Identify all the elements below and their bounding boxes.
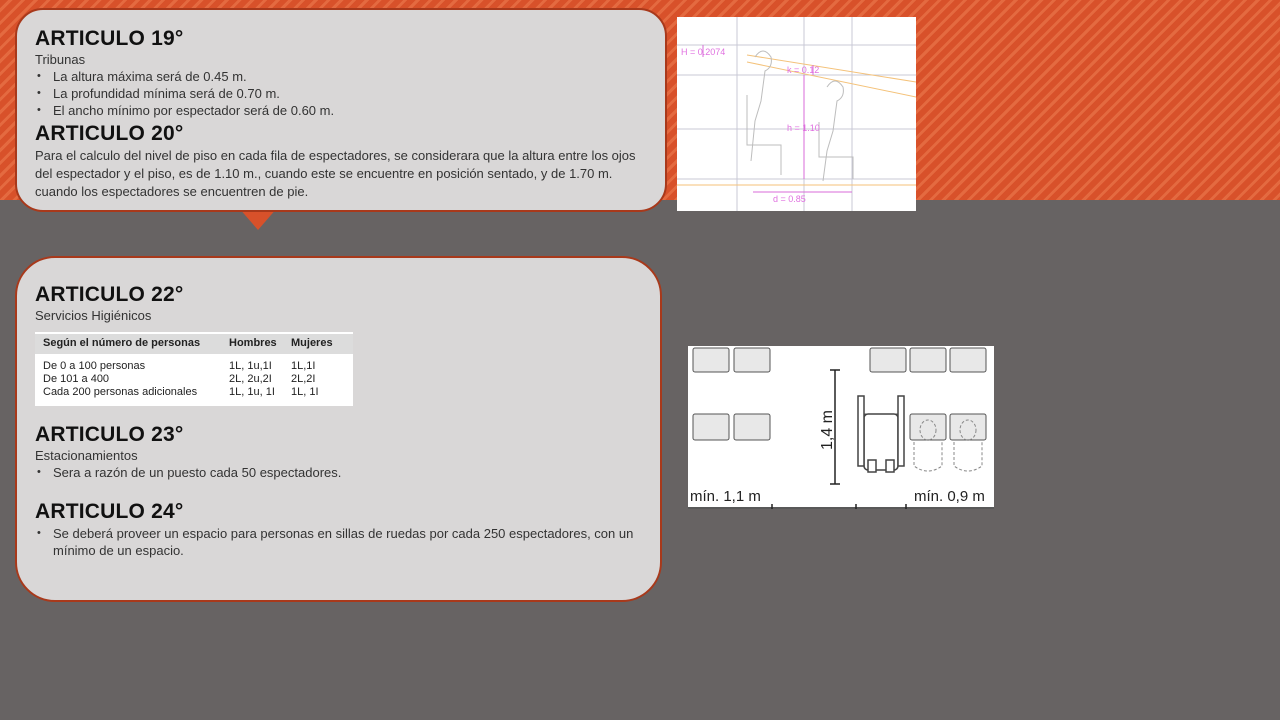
list-item: • Sera a razón de un puesto cada 50 espectadores. [53,464,642,481]
fig1-hh-label: h = 1.10 [787,123,820,133]
art20-text: Para el calculo del nivel de piso en cada fila de espectadores, se considerara que la altura entre los ojos del espectador y el piso, es de 1.10 m., cuando este se encuentre en posición sentado, y de 1.70 m. cuando los espectadores se encuentren de pie. [35,148,636,199]
art23-subtitle: Estacionamientos [35,448,138,463]
table-cell: Cada 200 personas adicionales [43,386,198,398]
list-item: • La profundidad mínima será de 0.70 m. [53,85,647,102]
table-row [43,360,349,373]
art24-list [35,525,642,559]
fig2-right-label: mín. 0,9 m [914,488,985,505]
art19-subtitle: Tribunas [35,52,86,67]
fig1-k-label: k = 0.12 [787,65,820,75]
fig2-height-label: 1,4 m [819,409,836,450]
sightline-diagram [677,17,916,211]
table-cell: De 101 a 400 [43,373,110,385]
table-row [43,386,349,399]
fig1-d-label: d = 0.85 [773,194,806,204]
articles-19-20-card [15,8,667,212]
wheelchair-svg [688,346,994,509]
art23-list [35,464,642,481]
art19-title: ARTICULO 19° [35,27,184,50]
fig1-h-label: H = 0.2074 [681,47,726,57]
sightline-svg [677,17,916,211]
articles-22-24-card [15,256,662,602]
list-item: • La altura máxima será de 0.45 m. [53,68,647,85]
art19-list [35,68,647,119]
art24-title: ARTICULO 24° [35,500,184,523]
wheelchair-space-diagram [688,346,994,509]
list-item: • El ancho mínimo por espectador será de 0.60 m. [53,102,647,119]
table-cell: 1L, 1u, 1I [229,386,275,398]
hygiene-table [35,332,353,406]
fig2-left-label: mín. 1,1 m [690,488,761,505]
table-cell: 2L,2I [291,373,316,385]
table-cell: De 0 a 100 personas [43,360,146,372]
table-header [35,334,353,354]
table-cell: 2L, 2u,2I [229,373,272,385]
art22-title: ARTICULO 22° [35,283,184,306]
list-item: • Se deberá proveer un espacio para personas en sillas de ruedas por cada 250 espectadores, con un mínimo de un espacio. [53,525,642,559]
table-cell: 1L, 1u,1I [229,360,272,372]
art23-title: ARTICULO 23° [35,423,184,446]
table-row [43,373,349,386]
table-cell: 1L,1I [291,360,316,372]
header-cell: Mujeres [291,337,333,349]
header-cell: Según el número de personas [43,337,201,349]
art20-title: ARTICULO 20° [35,122,184,145]
header-cell: Hombres [229,337,277,349]
table-cell: 1L, 1I [291,386,319,398]
art22-subtitle: Servicios Higiénicos [35,308,152,323]
